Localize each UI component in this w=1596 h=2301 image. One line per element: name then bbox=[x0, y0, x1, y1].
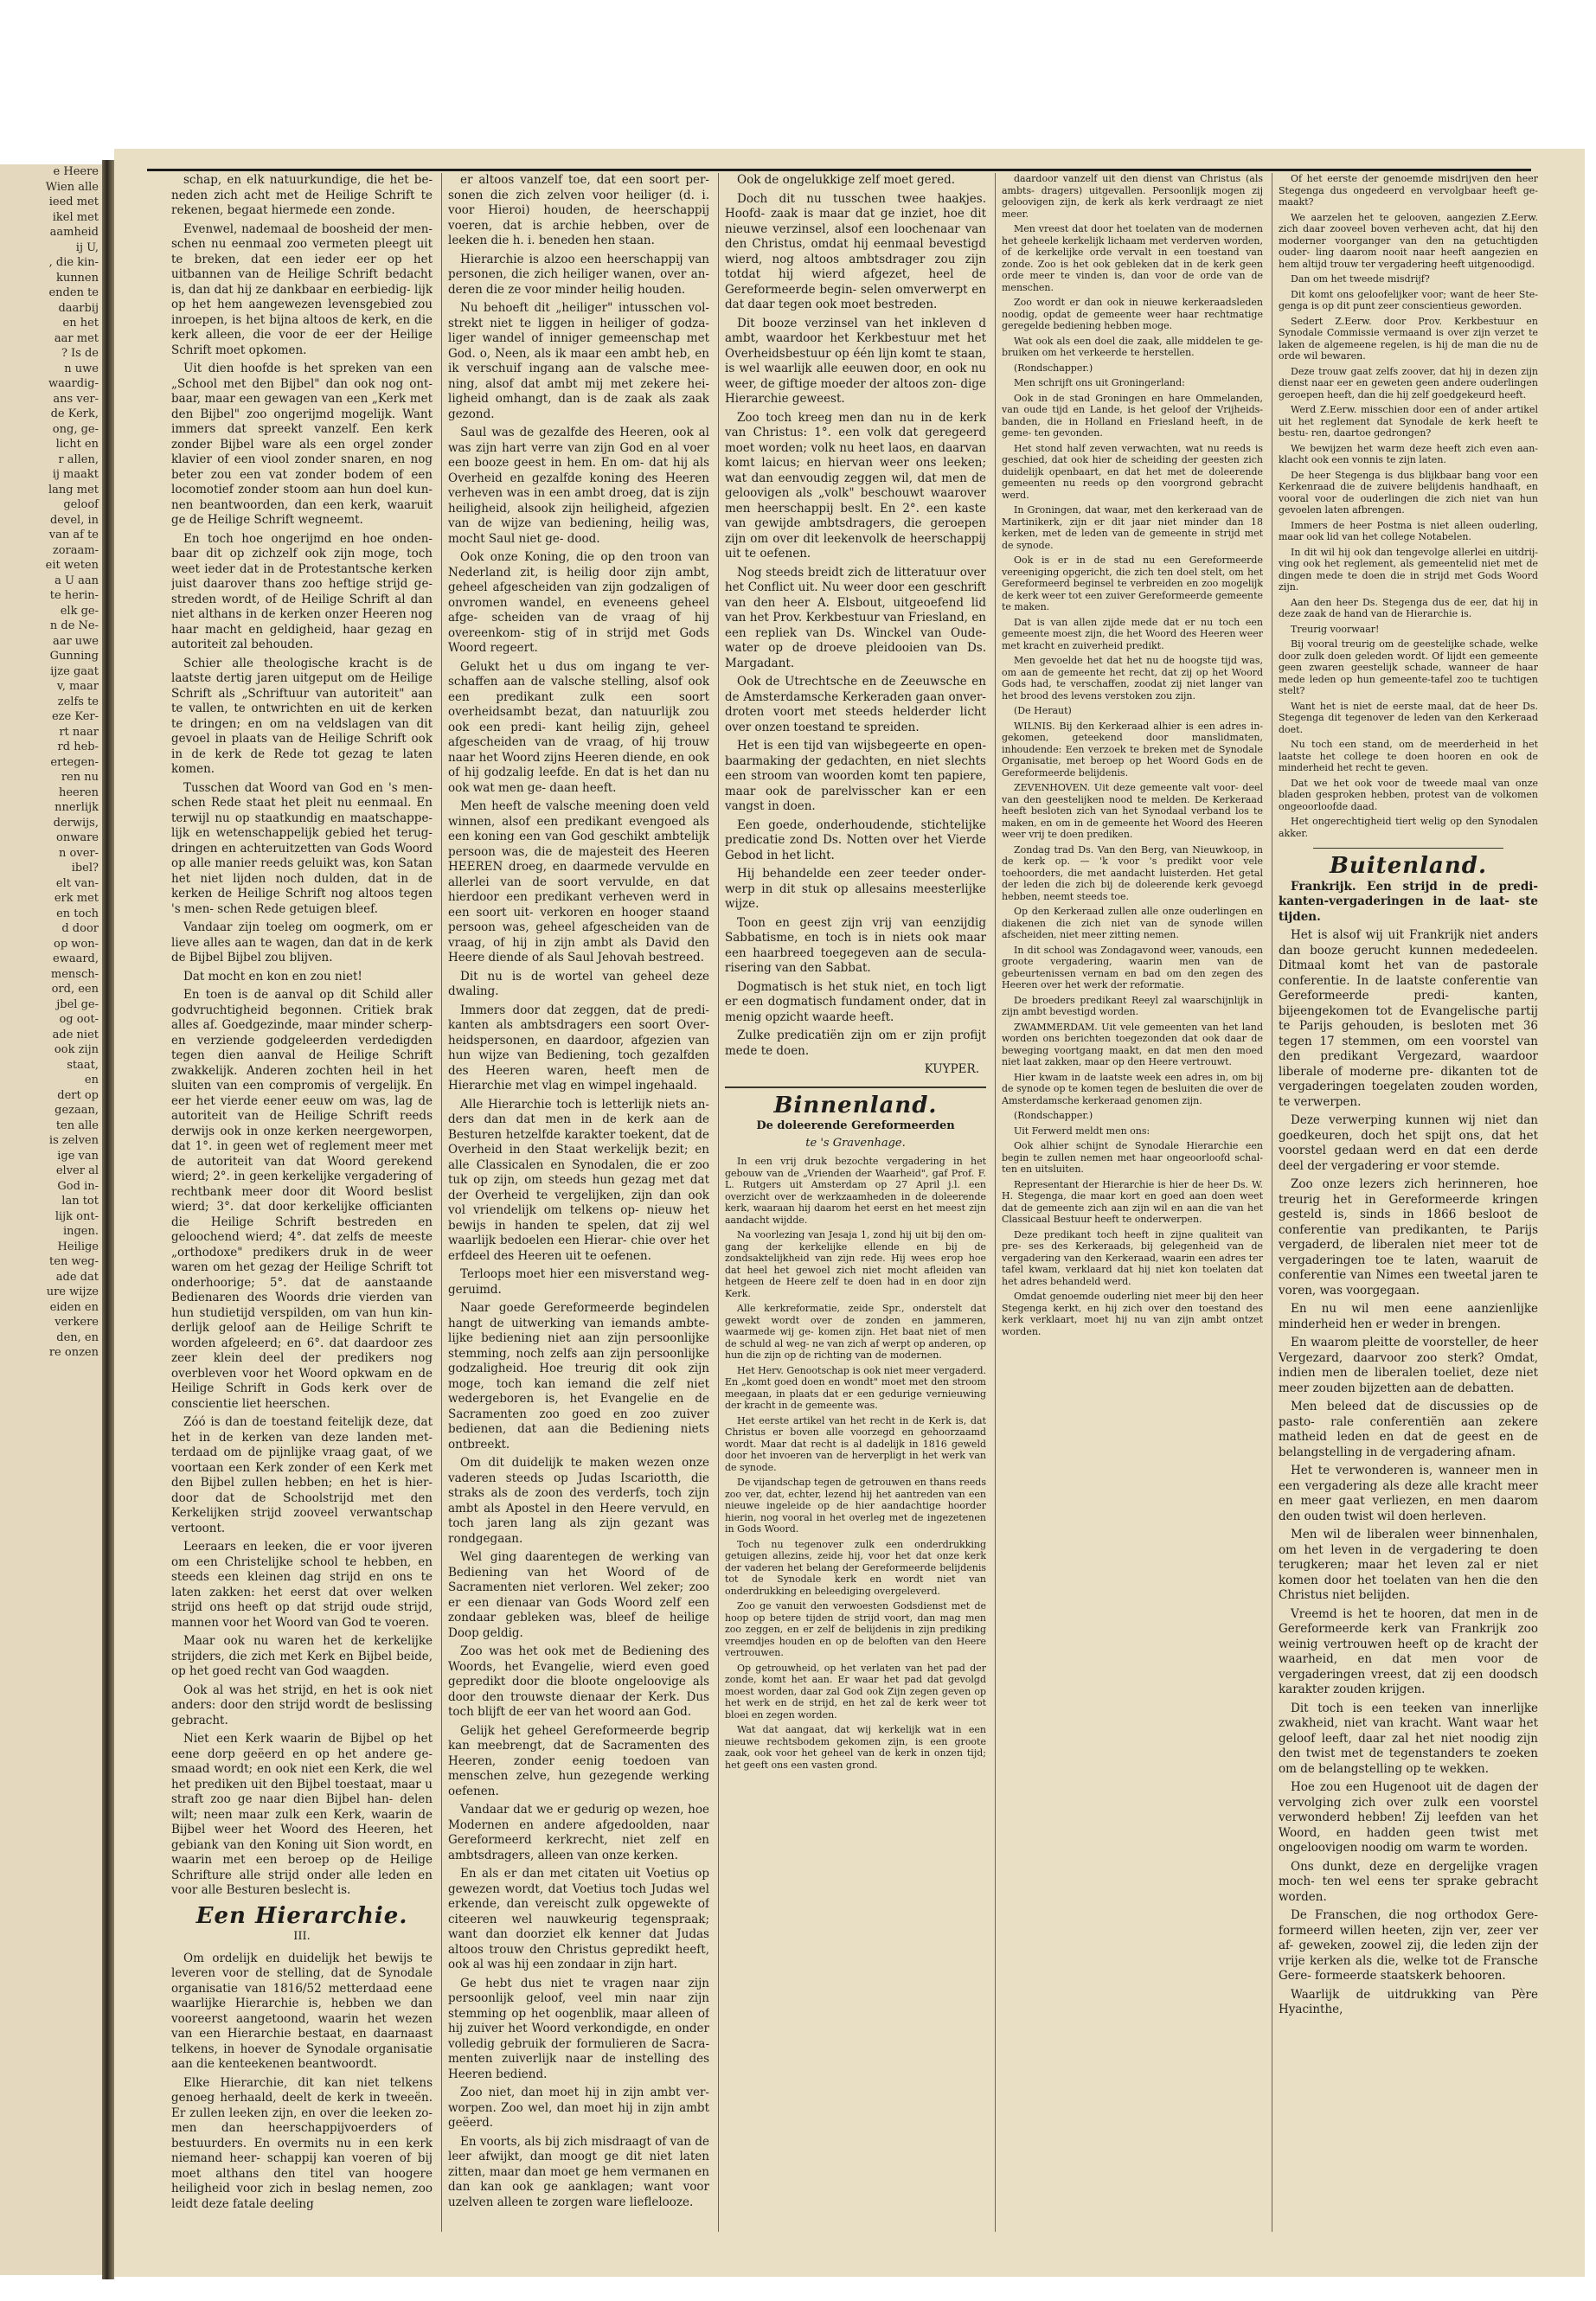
paragraph: Dit komt ons geloofelijker voor; want de heer Ste- genga is op dit punt zeer conscientieus geworden. bbox=[1279, 288, 1538, 311]
paragraph: Alle Hierarchie toch is letterlijk niets an- ders dan dat men in de kerk aan de Besturen hetzelfde karakter toekent, dat de Overheid in den Staat werkelijk bezit; en alle Classicalen en Synodalen, die er zoo tuk op zijn, om steeds hun gezag met dat der Overheid te vergelijken, zijn dan ook vol vriendelijk om telkens op- nieuw het bewijs in handen te spelen, dat zij wel waarlijk bedoelen een Hierar- chie over het erfdeel des Heeren uit te oefenen. bbox=[448, 1097, 709, 1263]
paragraph: Men schrijft ons uit Groningerland: bbox=[1014, 377, 1185, 388]
paragraph: Wel ging daarentegen de werking van Bediening van het Woord of de Sacramenten niet verloren. Wel zeker; zoo er een dienaar van Gods Woord zelf een zondaar gebleken was, bleef de heilige Doop geldig. bbox=[448, 1550, 709, 1640]
paragraph: Deze predikant toch heeft in zijne qualiteit van pre- ses des Kerkeraads, bij gelegenheid van de vergadering van den Kerkeraad, waarin een adres ter tafel kwam, verklaard dat hij niet kon toelaten dat het adres behandeld werd. bbox=[1002, 1228, 1263, 1287]
previous-page-fragment: staat, bbox=[67, 1058, 99, 1072]
paragraph: Zoo was het ook met de Bediening des Woords, het Evangelie, wierd even goed gepredikt door die bloote ongeloovige als door den trouwste dienaar der Kerk. Dus toch blijft de eer van het woord aan God. bbox=[448, 1644, 709, 1719]
paragraph: Niet een Kerk waarin de Bijbel op het eene dorp geëerd en op het andere ge- smaad wordt; en ook niet een Kerk, die wel het prediken uit den Bijbel toestaat, maar u straft zoo ge naar dien Bijbel han- delen wilt; neen maar zulk een Kerk, waarin de Bijbel weer het Woord des Heeren, het gebiank van den Koning uit Sion wordt, en waarin met een beroep op de Heilige Schrifture alle strijd onder alle leden en voor alle Besturen beslecht is. bbox=[171, 1732, 433, 1897]
paragraph: Vreemd is het te hooren, dat men in de Gereformeerde kerk van Frankrijk zoo weinig vertrouwen heeft op de kracht der waarheid, en dat men voor de vergaderingen vreest, dat zij een doodsch karakter zouden krijgen. bbox=[1279, 1606, 1538, 1696]
article-subtitle: te 's Gravenhage. bbox=[805, 1136, 906, 1150]
previous-page-fragment: verkere bbox=[54, 1316, 99, 1329]
paragraph: Het is een tijd van wijsbegeerte en open- baarmaking der gedachten, en niet slechts een stroom van woorden komt ten papiere, maar ook de parelvisscher kan er een vangst in doen. bbox=[725, 739, 986, 813]
previous-page-fragment: a U aan bbox=[54, 574, 99, 587]
previous-page-fragment: geloof bbox=[63, 498, 99, 511]
previous-page-fragment: ord, een bbox=[51, 983, 99, 996]
paragraph: Wat dat aangaat, dat wij kerkelijk wat in een nieuwe rechtsbodem gekomen zijn, is een groote zaak, ook voor het geheel van de kerk in onzen tijd; het geeft ons een vasten grond. bbox=[725, 1724, 986, 1771]
page-gutter bbox=[102, 160, 114, 2279]
paragraph: Aan den heer Ds. Stegenga dus de eer, dat hij in deze zaak de hand van de Hierarchie is. bbox=[1279, 596, 1538, 619]
paragraph: ZEVENHOVEN. Uit deze gemeente valt voor- deel van den geestelijken nood te melden. De Kerkeraad heeft besloten zich van het Synodaal verband los te maken, en om in de gemeente het Woord des Heeren weer vrij te doen prediken. bbox=[1002, 782, 1263, 840]
paragraph: Bij vooral treurig om de geestelijke schade, welke door zulk doen geleden wordt. Of lijdt een gemeente geen zwaren geestelijk schade, wanneer de haar mede leden op hun gemeente-tafel zoo te tuchtigen stelt? bbox=[1279, 638, 1538, 696]
paragraph: (Rondschapper.) bbox=[1014, 362, 1093, 374]
paragraph: Een goede, onderhoudende, stichtelijke predicatie zond Ds. Notten over het Vierde Gebod in het licht. bbox=[725, 817, 986, 862]
previous-page-fragment: ijze gaat bbox=[50, 664, 99, 678]
paragraph: Dit nu is de wortel van geheel deze dwaling. bbox=[448, 969, 709, 998]
paragraph: Toon en geest zijn vrij van eenzijdig Sabbatisme, en toch is in niets ook maar een haarbreed toegegeven aan de secula- risering van den Sabbat. bbox=[725, 915, 986, 975]
paragraph: Want het is niet de eerste maal, dat de heer Ds. Stegenga dit tegenover de leden van den Kerkeraad doet. bbox=[1279, 700, 1538, 735]
previous-page-fragment: de Kerk, bbox=[50, 407, 99, 420]
article-lead-title: Frankrijk. Een strijd in de predi- kanten-vergaderingen in de laat- ste tijden. bbox=[1279, 879, 1538, 924]
previous-page-fragment: eiden en bbox=[49, 1300, 99, 1314]
column-4 bbox=[1002, 173, 1263, 2232]
column-5 bbox=[1279, 173, 1538, 2232]
paragraph: Zoo onze lezers zich herinneren, hoe treurig het in Gereformeerde kringen gesteld is, sinds in 1866 besloot de conferentie van predikanten, te Parijs vergaderd, de liberalen niet meer tot de vergaderingen toe te laten, waaruit de conferentie van Nimes een tweetal jaren te voren, was voorgegaan. bbox=[1279, 1177, 1538, 1298]
section-rule bbox=[1313, 848, 1503, 849]
paragraph: Hij behandelde een zeer teeder onder- werp in dit stuk op allesains meesterlijke wijze. bbox=[725, 867, 986, 911]
previous-page-fragment: n de Ne- bbox=[49, 619, 99, 632]
paragraph: Op getrouwheid, op het verlaten van het pad der zonde, komt het aan. Er waar het pad dat gevolgd moest worden, daar zal God ook Zijn zegen geven op het werk en de strijd, en het zal de kerk weer tot bloei en zegen worden. bbox=[725, 1662, 986, 1721]
section-rule bbox=[725, 1086, 986, 1088]
column-2 bbox=[448, 173, 709, 2232]
previous-page-fragment: ikel met bbox=[52, 210, 99, 224]
previous-page-fragment: re onzen bbox=[48, 1346, 99, 1359]
section-heading-buitenland: Buitenland. bbox=[1329, 853, 1488, 879]
article-title: De doleerende Gereformeerden bbox=[756, 1119, 955, 1132]
column-3-section-body bbox=[725, 1156, 986, 1771]
column-5-body bbox=[1279, 173, 1538, 839]
paragraph: Het stond half zeven verwachten, wat nu reeds is geschied, dat ook hier de scheiding der geesten zich duidelijk openbaart, en dat het met de doleerende gemeenten nu reeds op den voorgrond gebracht werd. bbox=[1002, 442, 1263, 501]
paragraph: Ge hebt dus niet te vragen naar zijn persoonlijk geloof, veel min naar zijn stemming op het oogenblik, maar alleen of hij zuiver het Woord verkondigde, en onder volledig gebruik der formulieren de Sacra- menten zuiverlijk naar de instelling des Heeren bediend. bbox=[448, 1976, 709, 2081]
paragraph: Dat mocht en kon en zou niet! bbox=[183, 969, 362, 984]
previous-page-fragment: op won- bbox=[54, 937, 99, 951]
previous-page-fragment: ij maakt bbox=[52, 468, 99, 481]
paragraph: Vandaar dat we er gedurig op wezen, hoe Modernen en andere afgedoolden, naar Gereformeerd kerkrecht, niet zelf en ambtsdragers, alleen van onze kerken. bbox=[448, 1803, 709, 1862]
section-heading-hierarchie: Een Hierarchie. bbox=[195, 1902, 408, 1929]
previous-page-fragment: og oot- bbox=[59, 1013, 99, 1026]
paragraph: Nu behoeft dit „heiliger" intusschen vol- strekt niet te liggen in heiliger of godza- liger wandel of inniger gemeenschap met God. o, Neen, als ik maar een ambt heb, en ik verschuif ingang aan de valsche mee- ning, alsof dat ambt mij met zekere hei- ligheid omhangt, dan is de zaak als zaak gezond. bbox=[448, 301, 709, 421]
previous-page-strip bbox=[0, 164, 104, 2275]
paragraph: Toch nu tegenover zulk een onderdrukking getuigen allezins, zeide hij, voor het dat onze kerk der vaderen het belang der Gereformeerde belijdenis tot de Synodale kerk en wordt niet van onderdrukking en beleediging overgeleverd. bbox=[725, 1538, 986, 1597]
paragraph: En als er dan met citaten uit Voetius op gewezen wordt, dat Voetius toch Judas wel erkende, dan vereischt zulk opgewekte of citeeren wel nauwkeurig tegenspraak; want dan doorziet elk kenner dat Judas altoos trouw den Christus gepredikt heeft, ook al was hij een zondaar in zijn hart. bbox=[448, 1867, 709, 1971]
paragraph: Het is alsof wij uit Frankrijk niet anders dan booze gerucht kunnen mededeelen. Ditmaal komt het van de pastorale conferentie. In de laatste conferentie van Gereformeerde predi- kanten, bijeengekomen tot de Evangelische partij te Parijs gehouden, is besloten met 36 tegen 17 stemmen, om een voorstel van den predikant Vergezard, waardoor liberale of moderne pre- dikanten tot de vergaderingen toegelaten zouden worden, te verwerpen. bbox=[1279, 928, 1538, 1109]
paragraph: Zoo wordt er dan ook in nieuwe kerkeraadsleden noodig, opdat de gemeente weer haar rechtmatige geregelde bediening hebben moge. bbox=[1002, 297, 1263, 331]
paragraph: Hierarchie is alzoo een heerschappij van personen, die zich heiliger wanen, over an- deren die ze voor minder heilig houden. bbox=[448, 252, 709, 297]
previous-page-fragment: Wien alle bbox=[45, 180, 99, 194]
previous-page-fragment: ? Is de bbox=[61, 347, 99, 360]
paragraph: Deze verwerping kunnen wij niet dan goedkeuren, doch het spijt ons, dat het voorstel gedaan werd en dat een derde deel der vergadering er voor stemde. bbox=[1279, 1113, 1538, 1173]
paragraph: (Rondschapper.) bbox=[1014, 1110, 1093, 1121]
previous-page-fragment: lan tot bbox=[61, 1195, 99, 1208]
paragraph: Schier alle theologische kracht is de laatste dertig jaren uitgeput om de Heilige Schrift als „Schriftuur van autoriteit" aan te vallen, te ontwrichten en uit de kerken te dringen; en om na veldslagen van dit gevoel in plaats van de Heilige Schrift ook in de kerk de Rede tot gezag te laten komen. bbox=[171, 656, 433, 776]
article-signature: KUYPER. bbox=[924, 1062, 979, 1076]
column-3-body bbox=[725, 173, 986, 1059]
paragraph: Zulke predicatiën zijn om er zijn profijt mede te doen. bbox=[725, 1029, 986, 1058]
paragraph: Representant der Hierarchie is hier de heer Ds. W. H. Stegenga, die maar kort en goed aan doen weet dat de gemeente zich aan zijn wil en aan die van het Classicaal Bestuur heeft te onderwerpen. bbox=[1002, 1178, 1263, 1225]
previous-page-fragment: eze Ker- bbox=[51, 710, 99, 723]
column-5-section-body bbox=[1279, 928, 1538, 2018]
paragraph: Dit toch is een teeken van innerlijke zwakheid, niet van kracht. Want waar het geloof leeft, daar zal het niet noodig zijn den twist met de tegenstanders te zoeken om de belangstelling op te wekken. bbox=[1279, 1701, 1538, 1776]
paragraph: Hier kwam in de laatste week een adres in, om bij de synode op te komen tegen de besluiten die over de Amsterdamsche kerkeraad genomen zijn. bbox=[1002, 1071, 1263, 1106]
previous-page-fragment: devel, in bbox=[49, 513, 99, 527]
paragraph: daardoor vanzelf uit den dienst van Christus (als ambts- dragers) uitgevallen. Persoonlijk mogen zij geloovigen zijn, de kerk als kerk verdraagt ze niet meer. bbox=[1002, 173, 1263, 220]
paragraph: Het ongerechtigheid tiert welig op den Synodalen akker. bbox=[1279, 816, 1538, 839]
previous-page-fragment: ige van bbox=[57, 1149, 99, 1163]
previous-page-fragment: lijk ont- bbox=[54, 1209, 99, 1223]
previous-page-fragment: ij U, bbox=[75, 240, 99, 254]
paragraph: Naar goede Gereformeerde begindelen hangt de uitwerking van iemands ambte- lijke bediening niet aan zijn persoonlijke stemming, noch zelfs aan zijn persoonlijke godzaligheid. Hoe treurig dit ook zijn moge, toch kan iemand die zelf niet wedergeboren is, het Evangelie en de Sacramenten zoo goed en zoo zuiver bedienen, dat aan die Bediening niets ontbreekt. bbox=[448, 1301, 709, 1452]
paragraph: ZWAMMERDAM. Uit vele gemeenten van het land worden ons berichten toegezonden dat ook daar de beweging voortgang maakt, en dat men den moed niet laat zakken, maar op den Heere vertrouwt. bbox=[1002, 1021, 1263, 1067]
previous-page-fragment: Heilige bbox=[57, 1240, 99, 1253]
column-2-body bbox=[448, 173, 709, 2210]
paragraph: Vandaar zijn toeleg om oogmerk, om er lieve alles aan te wagen, dan dat in de kerk de Bijbel Bijbel zou blijven. bbox=[171, 920, 433, 965]
paragraph: Ook onze Koning, die op den troon van Nederland zit, is heilig door zijn ambt, geheel afgescheiden van zijn godzaligen of onvromen wandel, en eveneens geheel afge- scheiden van de vraag of hij overeenkom- stig of in strijd met Gods Woord regeert. bbox=[448, 550, 709, 655]
paragraph: Doch dit nu tusschen twee haakjes. Hoofd- zaak is maar dat ge inziet, hoe dit nieuwe verzinsel, alsof een loochenaar van den Christus, omdat hij eenmaal bevestigd wierd, nog altoos ambtsdrager zou zijn totdat hij wierd afgezet, heel de Gereformeerde begin- selen omverwerpt en dat daar tegen ook moet bestreden. bbox=[725, 191, 986, 311]
previous-page-fragment: God in- bbox=[57, 1179, 99, 1193]
paragraph: Hoe zou een Hugenoot uit de dagen der vervolging zich over zulk een voorstel verwonderd hebben! Zij leefden van het Woord, en hadden geen twist met ongeloovigen noodig om warm te worden. bbox=[1279, 1780, 1538, 1855]
previous-page-fragment: enden te bbox=[48, 286, 99, 299]
paragraph: Evenwel, nademaal de boosheid der men- schen nu eenmaal zoo vermeten pleegt uit te breken, dat een ieder eer op het uitbannen van de Heilige Schrift bedacht is, dan dat hij ze dankbaar en eerbiedig- lijk op het hem aangewezen levensgebied zou inroepen, is het bijna altoos de kerk, en die kerk alleen, die voor de eer der Heilige Schrift moet opkomen. bbox=[171, 221, 433, 357]
paragraph: De vijandschap tegen de getrouwen en thans reeds zoo ver, dat, echter, lezend hij het aantreden van een nieuwe ingeleide op de hier aandachtige hoorder hierin, nog vooral in het overleg met de ingezetenen in Gods Woord. bbox=[725, 1477, 986, 1535]
paragraph: Werd Z.Eerw. misschien door een of ander artikel uit het reglement dat Synodale de kerk heeft te bestu- ren, daartoe gedrongen? bbox=[1279, 404, 1538, 439]
previous-page-fragment: ten weg- bbox=[49, 1255, 99, 1268]
paragraph: En voorts, als bij zich misdraagt of van de leer afwijkt, dan moogt ge dit niet laten zitten, maar dan moet ge hem vermanen en dan kan ook ge aanklagen; want voor uzelven alleen te zorgen ware lieflelooze. bbox=[448, 2134, 709, 2209]
paragraph: De Franschen, die nog orthodox Gere- formeerd willen heeten, zijn ver, zeer ver af- geweken, zoowel zij, die leden zijn der vrije kerken als die, welke tot de Fransche Gere- formeerde staatskerk behooren. bbox=[1279, 1908, 1538, 1983]
paragraph: Ook al was het strijd, en het is ook niet anders: door den strijd wordt de beslissing gebracht. bbox=[171, 1682, 433, 1727]
previous-page-fragment: heeren bbox=[58, 785, 99, 799]
previous-page-fragment: d door bbox=[61, 922, 99, 935]
previous-page-fragment: aamheid bbox=[49, 226, 99, 239]
paragraph: De broeders predikant Reeyl zal waarschijnlijk in zijn ambt bevestigd worden. bbox=[1002, 994, 1263, 1017]
paragraph: Ook de ongelukkige zelf moet gered. bbox=[737, 173, 956, 187]
previous-page-fragment: ade niet bbox=[52, 1028, 99, 1042]
previous-page-fragment: van af te bbox=[48, 529, 99, 542]
previous-page-fragment: aar uwe bbox=[52, 634, 99, 648]
paragraph: Tusschen dat Woord van God en 's men- schen Rede staat het pleit nu eenmaal. En terwijl nu op staatkundig en maatschappe- lijk en wetenschappelijk gebied het terug- dringen en achteruitzetten van Gods Woord op alle manier reeds geluikt was, kon Satan het niet lijden noch dulden, dat in de kerken de Heilige Schrift nog altoos tegen 's men- schen Rede getuigen bleef. bbox=[171, 780, 433, 916]
paragraph: Om dit duidelijk te maken wezen onze vaderen steeds op Judas Iscariotth, die straks als de zoon des verderfs, toch zijn ambt als Apostel in den Heere vervuld, en toch jaren lang als zijn gezant was rondgegaan. bbox=[448, 1456, 709, 1546]
previous-page-fragment: te herin- bbox=[49, 589, 99, 602]
previous-page-fragment: lang met bbox=[48, 483, 99, 497]
previous-page-fragment: elt van- bbox=[55, 876, 99, 890]
previous-page-fragment: en bbox=[84, 1074, 99, 1086]
paragraph: Ook in de stad Groningen en hare Ommelanden, van oude tijd en Lande, is het geloof der Vrijheids- banden, die in Holland en Friesland heeft, in de geme- ten gevonden. bbox=[1002, 392, 1263, 439]
previous-page-fragment: ingen. bbox=[62, 1225, 99, 1238]
section-heading-binnenland: Binnenland. bbox=[773, 1092, 938, 1118]
paragraph: (De Heraut) bbox=[1014, 705, 1072, 716]
paragraph: Men vreest dat door het toelaten van de modernen het geheele kerkelijk lichaam met verderven worden, of de kerkelijke orde vervalt in een toestand van zonde. Zoo is het ook gebleken dat in de kerk geen orde meer te vinden is, dan voor de orde van de menschen. bbox=[1002, 223, 1263, 293]
paragraph: Omdat genoemde ouderling niet meer bij den heer Stegenga kerkt, en hij zich over den toestand des kerk verklaart, moet hij nu van zijn ambt ontzet worden. bbox=[1002, 1291, 1263, 1337]
previous-page-fragment: nnerlijk bbox=[54, 801, 99, 814]
previous-page-fragment: ade dat bbox=[55, 1270, 99, 1284]
paragraph: Men wil de liberalen weer binnenhalen, om het leven in de vergadering te doen terugkeren; maar het leven zal er niet komen door het toelaten van hen die den Christus niet belijden. bbox=[1279, 1528, 1538, 1602]
previous-page-fragment: rd heb- bbox=[57, 740, 99, 753]
column-1-section-body bbox=[171, 1952, 433, 2213]
previous-page-fragment: Gunning bbox=[49, 650, 99, 663]
paragraph: Dat we het ook voor de tweede maal van onze bladen gesproken hebben, protest van de volkomen ongeoorloofde daad. bbox=[1279, 777, 1538, 812]
previous-page-fragment: zoraam- bbox=[52, 543, 99, 557]
paragraph: En toen is de aanval op dit Schild aller godvruchtigheid begonnen. Critiek brak alles af. Goedgezinde, maar minder scherp- en verziende godgeleerden verdedigden tegen dien aanval de Heilige Schrift zwakkelijk. Anderen zochten heil in het sluiten van een compromis of vergelijk. En eer het vierde eener eeuw om was, lag de autoriteit van de Heilige Schrift reeds derwijs ook in onze kerken neergeworpen, dat 1°. in geen wet of reglement meer met de autoriteit van dat Woord gerekend wierd; 2°. in geen kerkelijke vergadering of rechtbank meer door dit Woord beslist wierd; 3°. dat door kerkelijke officianten die Heilige Schrift bestreden en geloochend wierd; 4°. dat zelfs de meeste „orthodoxe" predikers druk in de weer waren om het gezag der Heilige Schrift tot onderhoorige; 5°. dat de aanstaande Bedienaren des Woords drie vierden van hun studietijd verspilden, om van hun kin- derlijk geloof aan de Heilige Schrift te worden afgeleerd; en 6°. dat daardoor zes zeer klein deel der predikers nog overbleven voor het Woord opkwam en de Heilige Schrift in Gods kerk over de conscientie liet heerschen. bbox=[171, 988, 433, 1411]
paragraph: Men heeft de valsche meening doen veld winnen, alsof een predikant evengoed als een koning een van God geschikt ambtelijk persoon was, die de majesteit des Heeren HEEREN droeg, en daarmede vervulde en allerlei van de soort vervulde, en dat hierdoor een predikant verheven werd in een soort uit- verkoren en hooger staand persoon was, geheel afgescheiden van de vraag, of hij in zijn ambt als David den Heere diende of als Saul Jehovah bestreed. bbox=[448, 799, 709, 965]
previous-page-fragment: ten alle bbox=[55, 1118, 99, 1132]
paragraph: Zoo niet, dan moet hij in zijn ambt ver- worpen. Zoo wel, dan moet hij in zijn ambt geëerd. bbox=[448, 2086, 709, 2130]
previous-page-fragment: n uwe bbox=[64, 362, 99, 375]
paragraph: Nu toch een stand, om de meerderheid in het laatste het college te doen hooren en ook de minderheid het recht te geven. bbox=[1279, 739, 1538, 773]
paragraph: Sedert Z.Eerw. door Prov. Kerkbestuur en Synodale Commissie vermaand is over zijn verzet te laken de algemeene regelen, is hij de man die nu de orde wil bewaren. bbox=[1279, 315, 1538, 362]
previous-page-fragment: kunnen bbox=[55, 271, 99, 285]
paragraph: Ons dunkt, deze en dergelijke vragen moch- ten wel eens ter sprake gebracht worden. bbox=[1279, 1859, 1538, 1904]
paragraph: Het te verwonderen is, wanneer men in een vergadering als deze alle kracht meer en meer gaat verliezen, en men daarom den ouden twist wil doen herleven. bbox=[1279, 1464, 1538, 1523]
paragraph: Saul was de gezalfde des Heeren, ook al was zijn hart verre van zijn God en al voer een booze geest in hem. En om- dat hij als Overheid en gezalfde koning des Heeren verheven was in een ambt droeg, dat is zijn heiligheid, alsook zijn heiligheid, afgezien van de wijze van bediening, heilig was, mocht Saul niet ge- dood. bbox=[448, 426, 709, 546]
paragraph: Het eerste artikel van het recht in de Kerk is, dat Christus er boven alle voorzegd en gehoorzaamd wordt. Maar dat recht is al dadelijk in 1816 geweld door het invoeren van de herverpligt in het werk van de synode. bbox=[725, 1414, 986, 1473]
previous-page-fragment: eit weten bbox=[45, 559, 99, 572]
paragraph: Dogmatisch is het stuk niet, en toch ligt er een dogmatisch fundament onder, dat in menig opzicht waarde heeft. bbox=[725, 979, 986, 1024]
column-divider bbox=[995, 173, 996, 2232]
paragraph: Men gevoelde het dat het nu de hoogste tijd was, om aan de gemeente het recht, dat zij op het Woord Gods had, te verschaffen, zoodat zij niet langer van het brood des levens verstoken zou zijn. bbox=[1002, 655, 1263, 702]
previous-page-fragment: ong, ge- bbox=[52, 422, 99, 436]
paragraph: Dan om het tweede misdrijf? bbox=[1291, 273, 1430, 285]
top-rule bbox=[147, 169, 1531, 171]
previous-page-fragment: ewaard, bbox=[53, 952, 99, 965]
paragraph: In dit school was Zondagavond weer, vanouds, een groote vergadering, waarin men van de gebeurtenissen vernam en bad om den zegen des Heeren over het werk der reformatie. bbox=[1002, 944, 1263, 990]
paragraph: Ook de Utrechtsche en de Zeeuwsche en de Amsterdamsche Kerkeraden gaan onver- droten voort met steeds helderder licht over onzen toestand te spreiden. bbox=[725, 675, 986, 734]
previous-page-fragment: e Heere bbox=[53, 165, 99, 178]
paragraph: Treurig voorwaar! bbox=[1291, 623, 1380, 635]
previous-page-fragment: ieed met bbox=[48, 195, 99, 208]
paragraph: Om ordelijk en duidelijk het bewijs te leveren voor de stelling, dat de Synodale organisatie van 1816/52 metterdaad eene waarlijke Hierarchie is, hebben we dan vooreerst aangetoond, waarin het wezen van een Hierarchie bestaat, en daarnaast telkens, in hoever de Synodale organisatie aan die kenteekenen beantwoordt. bbox=[171, 1951, 433, 2071]
previous-page-fragment: ertegen- bbox=[50, 755, 99, 769]
paragraph: Men beleed dat de discussies op de pasto- rale conferentiën aan zekere matheid leden en dat de geest en de belangstelling in de vergadering afnam. bbox=[1279, 1400, 1538, 1459]
column-4-body bbox=[1002, 173, 1263, 1337]
previous-page-fragment: rt naar bbox=[59, 725, 99, 739]
paragraph: In dit wil hij ook dan tengevolge allerlei en uitdrij- ving ook het reglement, als gemeentelid niet met de dingen mede te doen die in strijd met Gods Woord zijn. bbox=[1279, 546, 1538, 593]
paragraph: Alle kerkreformatie, zeide Spr., onderstelt dat gewekt wordt over de zonden en jammeren, waarmede wij ge- komen zijn. Het baat niet of men de schuld al weg- ne van zich af werpt op anderen, op hun die zijn op de richting van de modernen. bbox=[725, 1303, 986, 1361]
column-divider bbox=[718, 173, 719, 2232]
paragraph: In Groningen, dat waar, met den kerkeraad van de Martinikerk, zijn er dit jaar niet minder dan 18 kerken, met de leden van de gemeente in strijd met de synode. bbox=[1002, 504, 1263, 551]
previous-page-fragment: aar met bbox=[54, 331, 99, 345]
paragraph: Maar ook nu waren het de kerkelijke strijders, die zich met Kerk en Bijbel beide, op het goed recht van God waagden. bbox=[171, 1634, 433, 1678]
column-3 bbox=[725, 173, 986, 2232]
paragraph: En waarom pleitte de voorsteller, de heer Vergezard, daarvoor zoo sterk? Omdat, indien men de liberalen toeliet, deze niet meer zouden bijzetten aan de debatten. bbox=[1279, 1336, 1538, 1395]
previous-page-fragment: ure wijze bbox=[46, 1285, 99, 1298]
column-divider bbox=[441, 173, 442, 2232]
previous-page-fragment: r allen, bbox=[58, 452, 99, 466]
paragraph: De heer Stegenga is dus blijkbaar bang voor een Kerkenraad die de zuivere belijdenis handhaaft, en vooral voor de ouderlingen die zich niet van hun gevoelen laten afbrengen. bbox=[1279, 469, 1538, 516]
paragraph: Waarlijk de uitdrukking van Père Hyacinthe, bbox=[1279, 1987, 1538, 2016]
paragraph: Immers de heer Postma is niet alleen ouderling, maar ook lid van het college Notabelen. bbox=[1279, 519, 1538, 542]
previous-page-fragment: v, maar bbox=[56, 680, 99, 693]
paragraph: Uit dien hoofde is het spreken van een „School met den Bijbel" dan ook nog ont- baar, maar een gewagen van een „Kerk met den Bijbel" zoo ongerijmd mogelijk. Want immers dat spreekt vanzelf. Een kerk zonder Bijbel ware als een orgel zonder klavier of een viool zonder snaren, en nog beter zou een vat zonder bodem of een locomotief zonder stoom aan hun doel kun- nen beantwoorden, dan een kerk, waaruit ge de Heilige Schrift wegneemt. bbox=[171, 362, 433, 527]
paragraph: schap, en elk natuurkundige, die het be- neden zich acht met de Heilige Schrift te rekenen, begaat hiermede een zonde. bbox=[171, 173, 433, 217]
previous-page-fragment: erk met bbox=[54, 892, 99, 905]
paragraph: Gelijk het geheel Gereformeerde begrip kan meebrengt, dat de Sacramenten des Heeren, zonder eenig toedoen van menschen zelve, hun gezegende werking oefenen. bbox=[448, 1723, 709, 1798]
previous-page-fragment: , die kin- bbox=[48, 256, 99, 269]
previous-page-fragment: mensch- bbox=[50, 967, 99, 981]
previous-page-fragment: n over- bbox=[59, 846, 99, 860]
paragraph: We aarzelen het te gelooven, aangezien Z.Eerw. zich daar zooveel boven verheven acht, dat hij den moderner voorganger van den na getuchtigden ouder- ling daarom nooit naar heeft aangezien en hem altijd trouw ter vergadering heeft uitgenoodigd. bbox=[1279, 211, 1538, 270]
paragraph: Gelukt het u dus om ingang te ver- schaffen aan de valsche stelling, alsof ook een predikant zulk een soort overheidsambt bezat, dan natuurlijk zou ook een predi- kant heilig zijn, geheel afgescheiden van de vraag, of hij trouw naar het Woord zijns Heeren diende, en ook of hij godzalig leefde. En dat is het dan nu ook wat men ge- daan heeft. bbox=[448, 659, 709, 795]
previous-page-fragment: den, en bbox=[56, 1330, 99, 1344]
paragraph: Zoo toch kreeg men dan nu in de kerk van Christus: 1°. een volk dat geregeerd moet worden; volk nu heet laos, en daarvan komt laicus; en hiervan weer ons leeken; wat dan eenvoudig zeggen wil, dat men de geloovigen als „volk" beschouwt waarover men heerschappij beslt. En 2°. een kaste van gewijde ambtsdragers, die geroepen zijn om over dit leekenvolk de heerschappij uit te oefenen. bbox=[725, 410, 986, 561]
paragraph: Terloops moet hier een misverstand weg- geruimd. bbox=[448, 1267, 709, 1297]
previous-page-fragment: ren nu bbox=[61, 771, 99, 784]
paragraph: WILNIS. Bij den Kerkeraad alhier is een adres in- gekomen, geteekend door manslidmaten, inhoudende: Een verzoek te breken met de Synodale Organisatie, met beroep op het Woord Gods en de Gereformeerde belijdenis. bbox=[1002, 720, 1263, 779]
paragraph: Immers door dat zeggen, dat de predi- kanten als ambtsdragers een soort Over- heidspersonen, en daardoor, afgezien van hun wijze van Bediening, toch gezalfden des Heeren waren, heeft men de Hierarchie met vlag en wimpel ingehaald. bbox=[448, 1003, 709, 1093]
previous-page-fragment: derwijs, bbox=[53, 816, 99, 830]
paragraph: Dit booze verzinsel van het inkleven d ambt, waardoor het Kerkbestuur met het Overheidsbestuur op één lijn komt te staan, is wel waarlijk alle eeuwen door, en ook nu weer, de giftige moeder der altoos zon- dige Hierarchie geweest. bbox=[725, 316, 986, 406]
paragraph: Uit Ferwerd meldt men ons: bbox=[1014, 1125, 1151, 1137]
previous-page-fragment: en toch bbox=[56, 907, 99, 920]
previous-page-fragment: elver al bbox=[55, 1164, 99, 1177]
previous-page-fragment: daarbij bbox=[58, 301, 99, 315]
previous-page-fragment: jbel ge- bbox=[56, 997, 99, 1011]
paragraph: er altoos vanzelf toe, dat een soort per- sonen die zich zelven voor heiliger (d. i. voor Hieroi) houden, de heerschappij voeren, dat is archie hebben, over de leeken die h. i. beneden hen staan. bbox=[448, 173, 709, 247]
paragraph: En nu wil men eene aanzienlijke minderheid hen er weder in brengen. bbox=[1279, 1302, 1538, 1331]
paragraph: Zóó is dan de toestand feitelijk deze, dat het in de kerken van deze landen met- terdaad om de pijnlijke vraag gaat, of we voortaan een Kerk zonder of een Kerk met den Bijbel zullen hebben; en het is hier- door dat de Schoolstrijd met den Kerkelijken strijd zooveel verwantschap vertoont. bbox=[171, 1415, 433, 1535]
paragraph: En toch hoe ongerijmd en hoe onden- baar dit op zichzelf ook zijn moge, toch weet ieder dat in de Protestantsche kerken juist daarover thans zoo heftige strijd ge- streden wordt, of de Heilige Schrift al dan niet althans in de kerken onzer Heeren nog haar macht en geldigheid, haar gezag en autoriteit zal behouden. bbox=[171, 531, 433, 651]
paragraph: Deze trouw gaat zelfs zoover, dat hij in dezen zijn dienst naar eer en geweten geen andere ouderlingen geroepen heeft, dan die hij zelf goedgekeurd heeft. bbox=[1279, 365, 1538, 401]
paragraph: Zoo ge vanuit den verwoesten Godsdienst met de hoop op betere tijden de strijd voort, dan mag men zoo zeggen, en er zelf de belijdenis in zijn prediking vreemdjes houden en op de beloften van den Heere vertrouwen. bbox=[725, 1600, 986, 1658]
paragraph: Elke Hierarchie, dit kan niet telkens genoeg herhaald, deelt de kerk in tweeën. Er zullen leeken zijn, en over die leeken zo- men dan heerschappijvoerders of bestuurders. En overmits nu in een kerk niemand heer- schappij kan voeren of bij moet althans den titel van hoogere heiligheid voor zich in beslag nemen, zoo leidt deze fatale deeling bbox=[171, 2075, 433, 2211]
paragraph: We bewijzen het warm deze heeft zich even aan- klacht ook een vonnis te zijn laten. bbox=[1279, 442, 1538, 465]
paragraph: Dat is van allen zijde mede dat er nu toch een gemeente moest zijn, die het Woord des Heeren weer met kracht en zuiverheid predikt. bbox=[1002, 616, 1263, 651]
paragraph: Leeraars en leeken, die er voor ijveren om een Christelijke school te hebben, en steeds een kleinen dag strijd en ons te laten zakken: het eerst dat over welken strijd ons heeft op dat strijd oude strijd, mannen voor het Woord van God te voeren. bbox=[171, 1540, 433, 1630]
paragraph: Op den Kerkeraad zullen alle onze ouderlingen en diakenen die zich niet van de synode willen afscheiden, niet meer zitting nemen. bbox=[1002, 906, 1263, 940]
previous-page-fragment: is zelven bbox=[48, 1134, 99, 1147]
previous-page-fragment: en het bbox=[62, 317, 99, 330]
previous-page-fragment: ibel? bbox=[71, 862, 99, 875]
previous-page-fragment: gezaan, bbox=[54, 1104, 99, 1117]
paragraph: Of het eerste der genoemde misdrijven den heer Stegenga dus ongedeerd en vervolgbaar heeft ge- maakt? bbox=[1279, 173, 1538, 208]
paragraph: Het Herv. Genootschap is ook niet meer vergaderd. En „komt goed doen en wondt" moet met den stroom meegaan, in plaats dat er een gedurige vernieuwing der kracht in de gemeente was. bbox=[725, 1364, 986, 1411]
previous-page-fragment: dert op bbox=[57, 1088, 99, 1102]
paragraph: Ook is er in de stad nu een Gereformeerde vereeniging opgericht, die zich ten doel stelt, om het Gereformeerd beginsel te verbreiden en zoo mogelijk de kerk weer tot een zuiver Gereformeerde gemeente te maken. bbox=[1002, 554, 1263, 612]
section-number: III. bbox=[293, 1930, 311, 1943]
previous-page-fragment: ans ver- bbox=[53, 392, 99, 406]
previous-page-fragment: waardig- bbox=[48, 377, 99, 390]
previous-page-fragment: onware bbox=[56, 831, 99, 844]
paragraph: Na voorlezing van Jesaja 1, zond hij uit bij den om- gang der kerkelijke ellende en bij de zondsaktelijkheid van zijn rede. Hij wees erop hoe dat heel het gewoel zich niet mocht afleiden van hetgeen de Heere zelf te doen had in en door zijn Kerk. bbox=[725, 1229, 986, 1299]
previous-page-fragment: elk ge- bbox=[60, 604, 99, 618]
column-1 bbox=[171, 173, 433, 2232]
paragraph: Ook alhier schijnt de Synodale Hierarchie een begin te zullen nemen met haar ongeoorloofd schal- ten en uitsluiten. bbox=[1002, 1140, 1263, 1175]
paragraph: Nog steeds breidt zich de litteratuur over het Conflict uit. Nu weer door een geschrift van den heer A. Elsbout, uitgeoefend lid van het Prov. Kerkbestuur van Friesland, en een repliek van Ds. Winckel van Oude- water op de droeve pleidooien van Ds. Margadant. bbox=[725, 565, 986, 670]
paragraph: Wat ook als een doel die zaak, alle middelen te ge- bruiken om het verkeerde te herstellen. bbox=[1002, 335, 1263, 358]
previous-page-fragment: ook zijn bbox=[54, 1043, 99, 1056]
paragraph: Zondag trad Ds. Van den Berg, van Nieuwkoop, in de kerk op. — 'k voor 's predikt voor vele toehoorders, die met aandacht luisterden. Het getal der leden die zich bij de doleerende kerk gevoegd hebben, neemt steeds toe. bbox=[1002, 843, 1263, 902]
paragraph: In een vrij druk bezochte vergadering in het gebouw van de „Vrienden der Waarheid", gaf Prof. F. L. Rutgers uit Amsterdam op 27 April j.l. een overzicht over de werkzaamheden in de doleerende kerk, waaraan hij daarom het eerst en het meest zijn aandacht wijdde. bbox=[725, 1156, 986, 1226]
previous-page-fragment: zelfs te bbox=[57, 695, 99, 708]
column-1-body bbox=[171, 173, 433, 1899]
previous-page-fragment: licht en bbox=[55, 438, 99, 451]
